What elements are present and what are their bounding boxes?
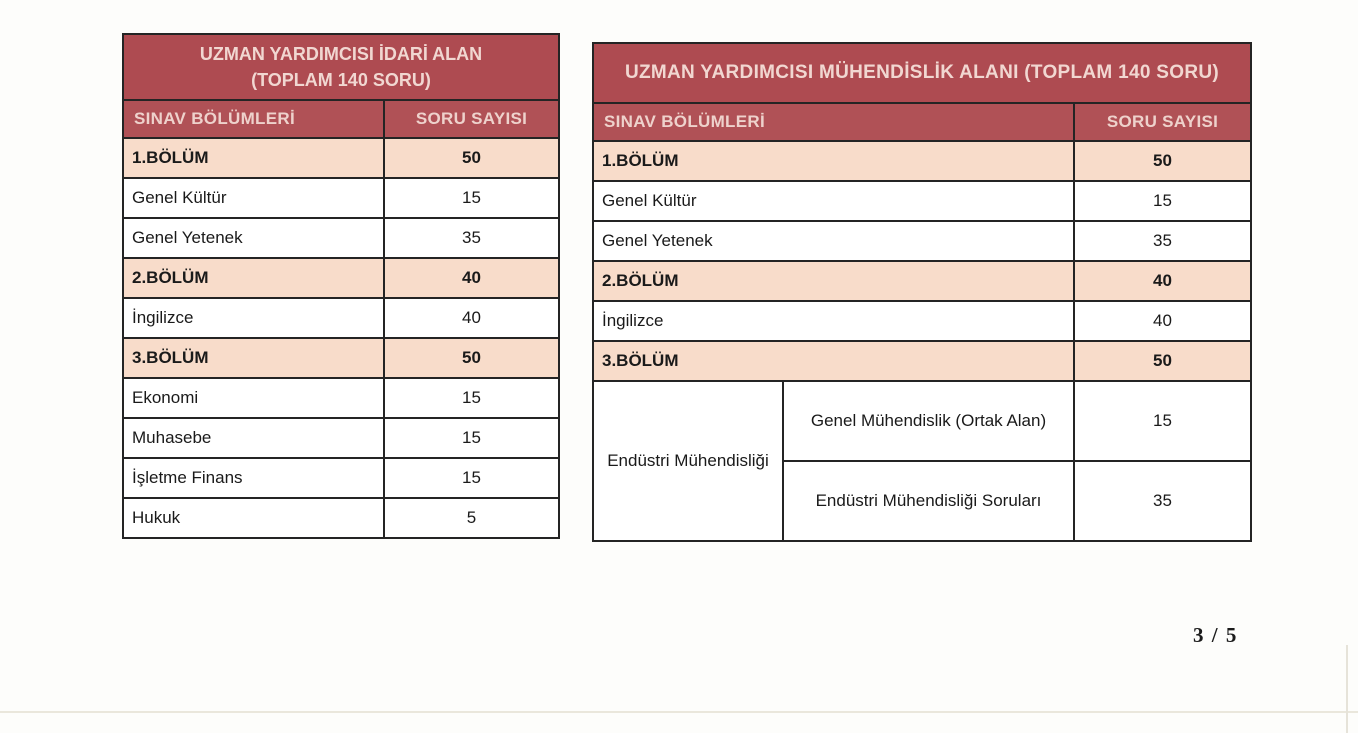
muhendislik-alani-table [592,42,1252,542]
row-label: 1.BÖLÜM [123,138,384,178]
row-value: 50 [1074,341,1251,381]
row-value: 15 [384,178,559,218]
table-row-section [123,258,559,298]
table-row-section [593,261,1251,301]
row-label: Muhasebe [123,418,384,458]
scan-artifact-vertical-line [1346,645,1348,733]
row-value: 35 [1074,221,1251,261]
row-label: Genel Yetenek [123,218,384,258]
row-value: 15 [1074,181,1251,221]
row-label: Endüstri Mühendisliği Soruları [783,461,1074,541]
table-title-line1: UZMAN YARDIMCISI İDARİ ALAN [199,43,483,64]
row-label: Ekonomi [123,378,384,418]
table-row [593,181,1251,221]
column-header-soru-sayisi: SORU SAYISI [384,100,559,138]
row-value: 35 [384,218,559,258]
row-value: 40 [1074,261,1251,301]
row-label: 3.BÖLÜM [123,338,384,378]
column-header-sinav-bolumleri: SINAV BÖLÜMLERİ [593,103,1074,141]
row-value: 40 [1074,301,1251,341]
row-label: Genel Kültür [593,181,1074,221]
table-title-muhendislik-alani: UZMAN YARDIMCISI MÜHENDİSLİK ALANI (TOPLAM 140 SORU) [593,43,1251,103]
row-value: 40 [384,298,559,338]
row-label: İşletme Finans [123,458,384,498]
column-header-row [593,103,1251,141]
table-row [123,498,559,538]
column-header-soru-sayisi: SORU SAYISI [1074,103,1251,141]
row-label: 2.BÖLÜM [593,261,1074,301]
table-row [123,418,559,458]
row-value: 35 [1074,461,1251,541]
row-label: 2.BÖLÜM [123,258,384,298]
row-label: İngilizce [593,301,1074,341]
group-label-endustri-muhendisligi: Endüstri Mühendisliği [593,381,783,541]
table-row [123,178,559,218]
scan-artifact-horizontal-line [0,711,1358,713]
table-row [593,301,1251,341]
table-row-section [593,341,1251,381]
table-title-line2: (TOPLAM 140 SORU) [251,70,431,90]
table-row [123,458,559,498]
row-value: 15 [384,458,559,498]
row-label: Hukuk [123,498,384,538]
table-row [593,221,1251,261]
row-label: İngilizce [123,298,384,338]
page-number: 3 / 5 [1193,623,1238,647]
table-title-idari-alan [123,34,559,100]
row-value: 15 [384,418,559,458]
row-label: Genel Kültür [123,178,384,218]
row-value: 15 [1074,381,1251,461]
row-label: 1.BÖLÜM [593,141,1074,181]
table-row-group [593,381,1251,461]
row-value: 50 [1074,141,1251,181]
column-header-row [123,100,559,138]
row-value: 15 [384,378,559,418]
table-row-section [593,141,1251,181]
idari-alan-table [122,33,560,539]
table-row [123,298,559,338]
table-row-section [123,138,559,178]
table-row [123,218,559,258]
row-label: Genel Mühendislik (Ortak Alan) [783,381,1074,461]
row-value: 50 [384,338,559,378]
table-row-section [123,338,559,378]
row-label: 3.BÖLÜM [593,341,1074,381]
table-row [123,378,559,418]
row-value: 40 [384,258,559,298]
row-label: Genel Yetenek [593,221,1074,261]
row-value: 50 [384,138,559,178]
row-value: 5 [384,498,559,538]
column-header-sinav-bolumleri: SINAV BÖLÜMLERİ [123,100,384,138]
